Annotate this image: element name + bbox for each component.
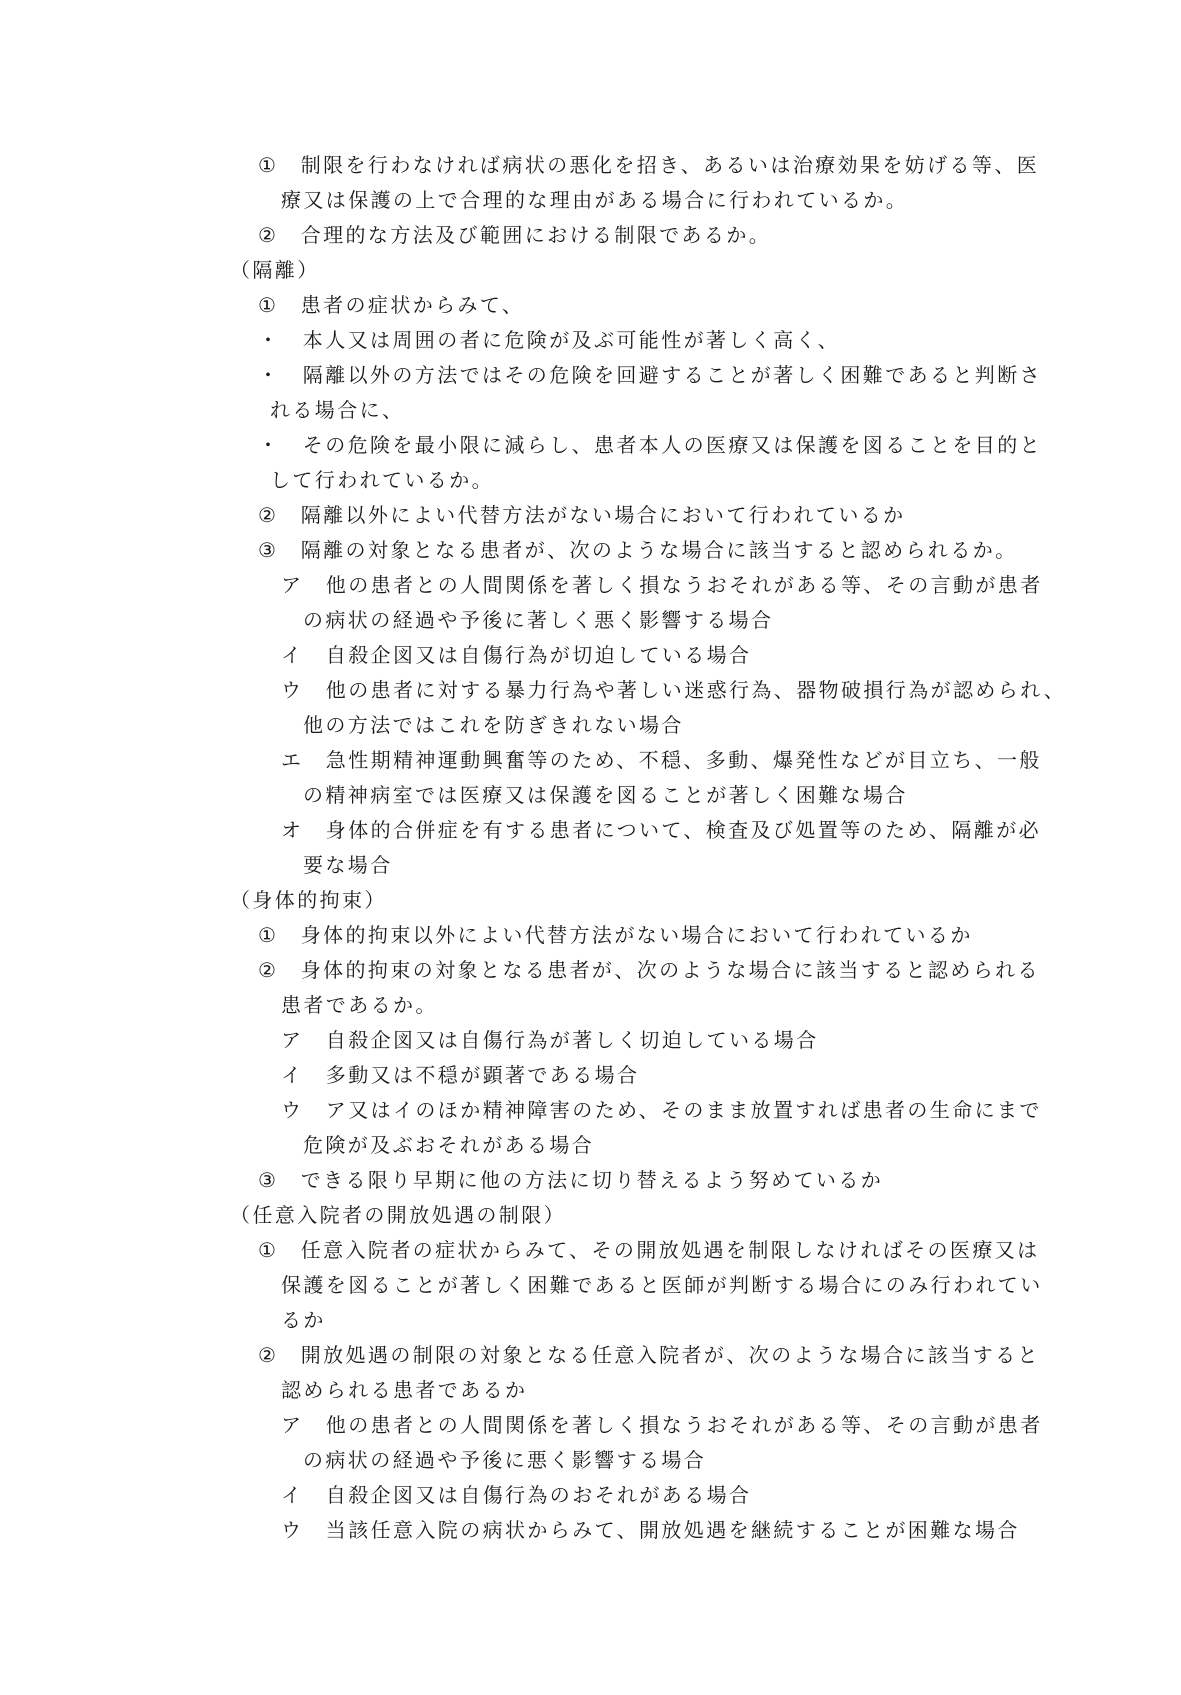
text-line: の精神病室では医療又は保護を図ることが著しく困難な場合 — [303, 783, 908, 807]
text-line: るか — [281, 1308, 326, 1332]
text-line: 患者であるか。 — [281, 993, 438, 1017]
text-line: ① 身体的拘束以外によい代替方法がない場合において行われているか — [258, 923, 973, 947]
text-line: イ 自殺企図又は自傷行為が切迫している場合 — [281, 643, 752, 667]
text-line: 他の方法ではこれを防ぎきれない場合 — [303, 713, 684, 737]
text-line: ア 他の患者との人間関係を著しく損なうおそれがある等、その言動が患者 — [281, 573, 1043, 597]
text-line: ・ 本人又は周囲の者に危険が及ぶ可能性が著しく高く、 — [258, 328, 840, 352]
text-line: ② 身体的拘束の対象となる患者が、次のような場合に該当すると認められる — [258, 958, 1040, 982]
text-line: ① 患者の症状からみて、 — [258, 293, 525, 317]
section-heading-voluntary-admission: （任意入院者の開放処遇の制限） — [230, 1203, 566, 1227]
text-line: 要な場合 — [303, 853, 393, 877]
text-line: ・ 隔離以外の方法ではその危険を回避することが著しく困難であると判断さ — [258, 363, 1042, 387]
text-line: ② 開放処遇の制限の対象となる任意入院者が、次のような場合に該当すると — [258, 1343, 1040, 1367]
text-line: イ 多動又は不穏が顕著である場合 — [281, 1063, 640, 1087]
text-line: 療又は保護の上で合理的な理由がある場合に行われているか。 — [281, 188, 909, 212]
text-line: 認められる患者であるか — [281, 1378, 528, 1402]
text-line: エ 急性期精神運動興奮等のため、不穏、多動、爆発性などが目立ち、一般 — [281, 748, 1042, 772]
text-line: ① 制限を行わなければ病状の悪化を招き、あるいは治療効果を妨げる等、医 — [258, 153, 1040, 177]
text-line: ウ ア又はイのほか精神障害のため、そのまま放置すれば患者の生命にまで — [281, 1098, 1042, 1122]
text-line: オ 身体的合併症を有する患者について、検査及び処置等のため、隔離が必 — [281, 818, 1041, 842]
text-line: イ 自殺企図又は自傷行為のおそれがある場合 — [281, 1483, 752, 1507]
text-line: ウ 当該任意入院の病状からみて、開放処遇を継続することが困難な場合 — [281, 1518, 1020, 1542]
text-line: の病状の経過や予後に悪く影響する場合 — [303, 1448, 707, 1472]
text-line: ② 隔離以外によい代替方法がない場合において行われているか — [258, 503, 906, 527]
text-line: ア 他の患者との人間関係を著しく損なうおそれがある等、その言動が患者 — [281, 1413, 1043, 1437]
text-line: ③ できる限り早期に他の方法に切り替えるよう努めているか — [258, 1168, 884, 1192]
text-line: の病状の経過や予後に著しく悪く影響する場合 — [303, 608, 774, 632]
text-line: ・ その危険を最小限に減らし、患者本人の医療又は保護を図ることを目的と — [258, 433, 1042, 457]
text-line: 保護を図ることが著しく困難であると医師が判断する場合にのみ行われてい — [281, 1273, 1043, 1297]
text-line: ② 合理的な方法及び範囲における制限であるか。 — [258, 223, 772, 247]
text-line: れる場合に、 — [270, 398, 405, 422]
text-line: して行われているか。 — [270, 468, 494, 492]
section-heading-isolation: （隔離） — [230, 258, 320, 282]
text-line: ③ 隔離の対象となる患者が、次のような場合に該当すると認められるか。 — [258, 538, 1018, 562]
text-line: ① 任意入院者の症状からみて、その開放処遇を制限しなければその医療又は — [258, 1238, 1040, 1262]
text-line: ウ 他の患者に対する暴力行為や著しい迷惑行為、器物破損行為が認められ、 — [281, 678, 1067, 702]
text-line: ア 自殺企図又は自傷行為が著しく切迫している場合 — [281, 1028, 819, 1052]
text-line: 危険が及ぶおそれがある場合 — [303, 1133, 595, 1157]
section-heading-physical-restraint: （身体的拘束） — [230, 888, 387, 912]
